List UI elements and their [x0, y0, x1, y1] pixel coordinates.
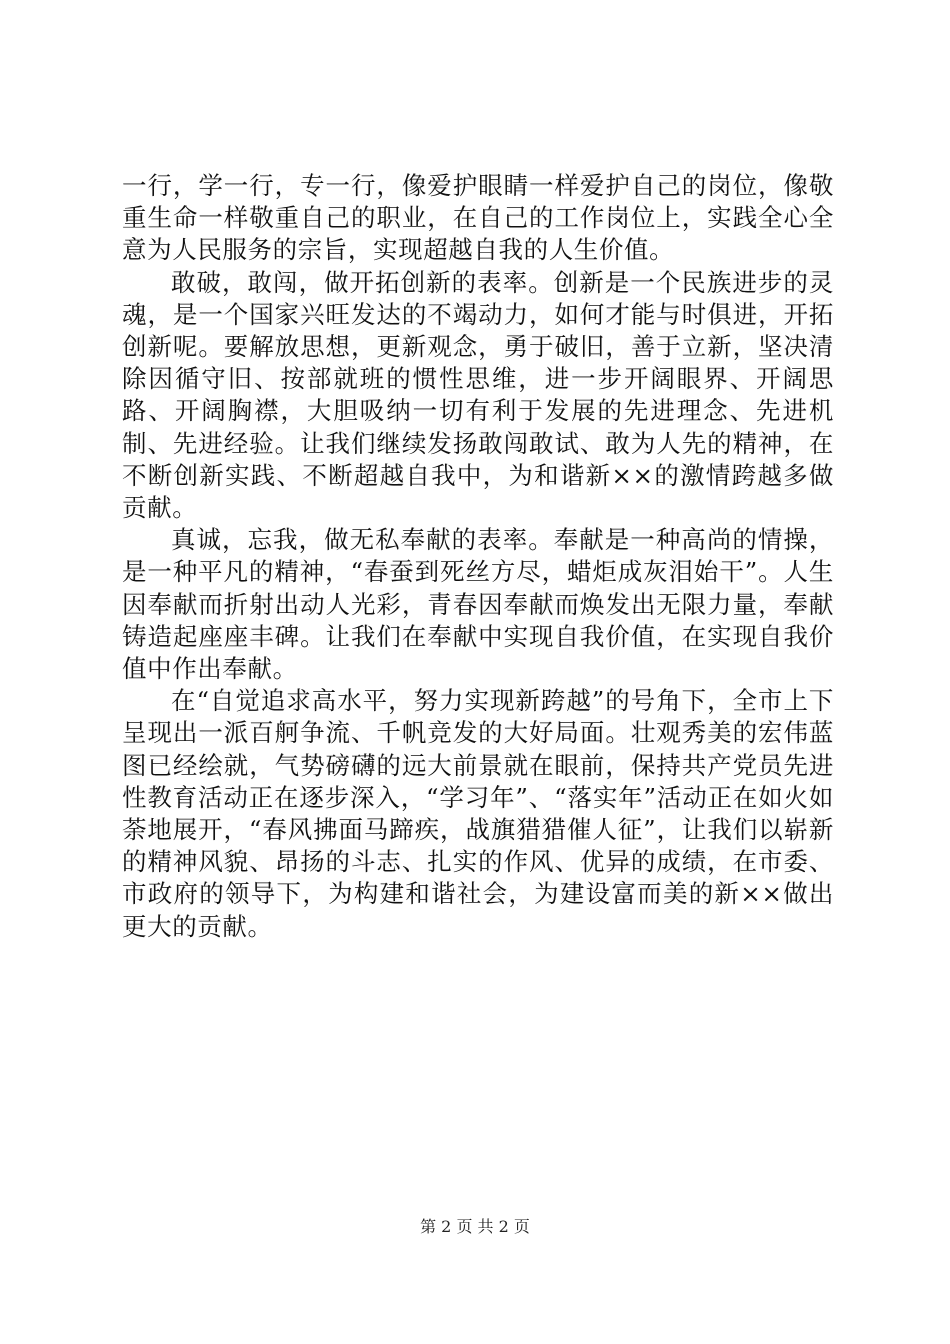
page-number-label: 第 2 页 共 2 页: [420, 1217, 530, 1236]
paragraph-4: 在“自觉追求高水平，努力实现新跨越”的号角下，全市上下呈现出一派百舸争流、千帆竞发的大好局面。壮观秀美的宏伟蓝图已经绘就，气势磅礴的远大前景就在眼前，保持共产党员先进性教育活动正在逐步深入，“学习年”、“落实年”活动正在如火如荼地展开，“春风拂面马蹄疾，战旗猎猎催人征”，让我们以崭新的精神风貌、昂扬的斗志、扎实的作风、优异的成绩，在市委、市政府的领导下，为构建和谐社会，为建设富而美的新××做出更大的贡献。: [122, 686, 834, 941]
page-footer: [0, 1217, 950, 1237]
paragraph-3: 真诚，忘我，做无私奉献的表率。奉献是一种高尚的情操，是一种平凡的精神，“春蚕到死丝方尽，蜡炬成灰泪始干”。人生因奉献而折射出动人光彩，青春因奉献而焕发出无限力量，奉献铸造起座座丰碑。让我们在奉献中实现自我价值，在实现自我价值中作出奉献。: [122, 525, 834, 684]
paragraph-1: 一行，学一行，专一行，像爱护眼睛一样爱护自己的岗位，像敬重生命一样敬重自己的职业，在自己的工作岗位上，实践全心全意为人民服务的宗旨，实现超越自我的人生价值。: [122, 171, 834, 265]
document-body: [122, 170, 834, 943]
paragraph-2: 敢破，敢闯，做开拓创新的表率。创新是一个民族进步的灵魂，是一个国家兴旺发达的不竭动力，如何才能与时俱进，开拓创新呢。要解放思想，更新观念，勇于破旧，善于立新，坚决清除因循守旧、按部就班的惯性思维，进一步开阔眼界、开阔思路、开阔胸襟，大胆吸纳一切有利于发展的先进理念、先进机制、先进经验。让我们继续发扬敢闯敢试、敢为人先的精神，在不断创新实践、不断超越自我中，为和谐新××的激情跨越多做贡献。: [122, 267, 834, 523]
